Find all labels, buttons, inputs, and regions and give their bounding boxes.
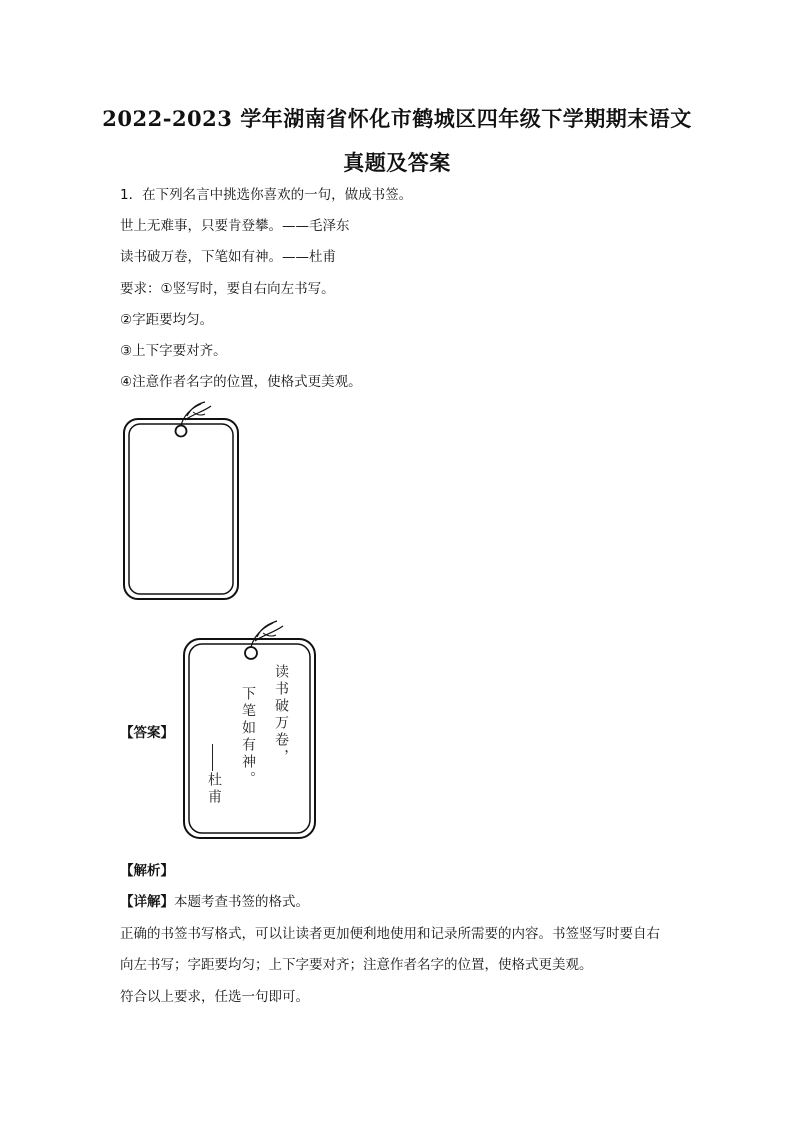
detail-label: 【详解】 <box>120 894 174 910</box>
bookmark-line-2: 下笔如有神。 <box>240 686 256 788</box>
quote-option-2: 读书破万卷，下笔如有神。——杜甫 <box>120 249 336 265</box>
question-1-prompt: 1．在下列名言中挑选你喜欢的一句，做成书签。 <box>120 187 413 203</box>
analysis-paragraph-line-2: 向左书写；字距要均匀；上下字要对齐；注意作者名字的位置，使格式更美观。 <box>120 957 593 973</box>
analysis-conclusion: 符合以上要求，任选一句即可。 <box>120 989 309 1005</box>
detail-line <box>120 893 309 911</box>
requirement-3: ③上下字要对齐。 <box>120 343 227 359</box>
analysis-paragraph-line-1: 正确的书签书写格式，可以让读者更加便利地使用和记录所需要的内容。书签竖写时要自右 <box>120 926 660 942</box>
document-title-line-1: 2022-2023 学年湖南省怀化市鹤城区四年级下学期期末语文 <box>102 106 692 131</box>
requirement-2: ②字距要均匀。 <box>120 312 214 328</box>
document-title-line-2: 真题及答案 <box>343 150 451 175</box>
bookmark-author: 杜甫 <box>206 772 222 806</box>
quote-option-1: 世上无难事，只要肯登攀。——毛泽东 <box>120 218 350 234</box>
analysis-label: 【解析】 <box>120 863 174 879</box>
blank-bookmark-figure <box>115 398 250 603</box>
requirement-4: ④注意作者名字的位置，使格式更美观。 <box>120 374 362 390</box>
author-dash <box>212 744 213 771</box>
detail-text: 本题考查书签的格式。 <box>174 894 309 910</box>
requirement-1: 要求：①竖写时，要自右向左书写。 <box>120 281 335 297</box>
answer-label: 【答案】 <box>120 725 174 741</box>
bookmark-line-1: 读书破万卷， <box>273 664 289 766</box>
